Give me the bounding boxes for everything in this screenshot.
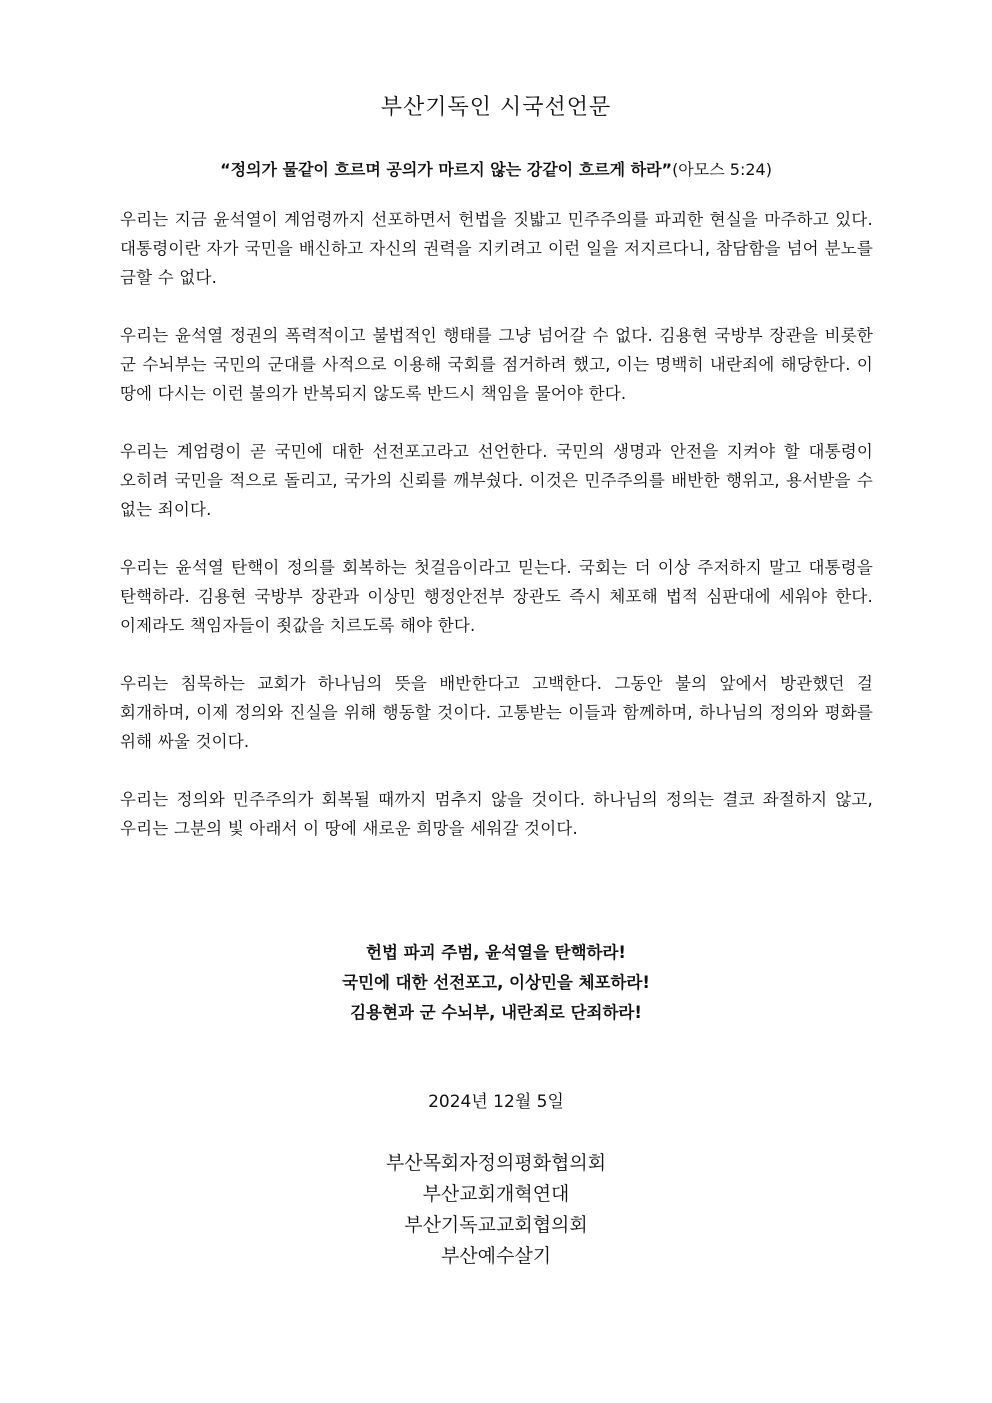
paragraph-4: 우리는 윤석열 탄핵이 정의를 회복하는 첫걸음이라고 믿는다. 국회는 더 이상 주저하지 말고 대통령을 탄핵하라. 김용현 국방부 장관과 이상민 행정안전부 장관도 즉시 체포해 법적 심판대에 세워야 한다. 이제라도 책임자들이 죗값을 치르도록 해야 한다. bbox=[120, 558, 873, 635]
slogans bbox=[0, 938, 992, 1028]
slogan-3: 김용현과 군 수뇌부, 내란죄로 단죄하라! bbox=[350, 1003, 642, 1022]
paragraph-1: 우리는 지금 윤석열이 계엄령까지 선포하면서 헌법을 짓밟고 민주주의를 파괴한 현실을 마주하고 있다. 대통령이란 자가 국민을 배신하고 자신의 권력을 지키려고 이런 일을 저지르다니, 참담함을 넘어 분노를 금할 수 없다. bbox=[120, 210, 873, 287]
slogan-2: 국민에 대한 선전포고, 이상민을 체포하라! bbox=[342, 973, 650, 992]
declaration-date: 2024년 12월 5일 bbox=[428, 1092, 564, 1112]
signatories bbox=[0, 1148, 992, 1272]
document-title: 부산기독인 시국선언문 bbox=[380, 95, 612, 120]
signatory-3: 부산기독교교회협의회 bbox=[404, 1214, 588, 1236]
epigraph bbox=[0, 157, 992, 180]
signatory-1: 부산목회자정의평화협의회 bbox=[385, 1152, 607, 1174]
paragraph-2: 우리는 윤석열 정권의 폭력적이고 불법적인 행태를 그냥 넘어갈 수 없다. 김용현 국방부 장관을 비롯한 군 수뇌부는 국민의 군대를 사적으로 이용해 국회를 점거하려 했고, 이는 명백히 내란죄에 해당한다. 이 땅에 다시는 이런 불의가 반복되지 않도록 반드시 책임을 물어야 한다. bbox=[120, 326, 873, 403]
signatory-2: 부산교회개혁연대 bbox=[422, 1183, 570, 1205]
slogan-1: 헌법 파괴 주범, 윤석열을 탄핵하라! bbox=[366, 943, 626, 962]
epigraph-quote: “정의가 물같이 흐르며 공의가 마르지 않는 강같이 흐르게 하라” bbox=[220, 160, 673, 179]
signatory-4: 부산예수살기 bbox=[440, 1245, 552, 1267]
epigraph-source: (아모스 5:24) bbox=[672, 160, 772, 179]
paragraph-5: 우리는 침묵하는 교회가 하나님의 뜻을 배반한다고 고백한다. 그동안 불의 앞에서 방관했던 걸 회개하며, 이제 정의와 진실을 위해 행동할 것이다. 고통받는 이들과 함께하며, 하나님의 정의와 평화를 위해 싸울 것이다. bbox=[120, 674, 873, 751]
declaration-body bbox=[120, 205, 873, 872]
paragraph-3: 우리는 계엄령이 곧 국민에 대한 선전포고라고 선언한다. 국민의 생명과 안전을 지켜야 할 대통령이 오히려 국민을 적으로 돌리고, 국가의 신뢰를 깨부쉈다. 이것은 민주주의를 배반한 행위고, 용서받을 수 없는 죄이다. bbox=[120, 442, 873, 519]
paragraph-6: 우리는 정의와 민주주의가 회복될 때까지 멈추지 않을 것이다. 하나님의 정의는 결코 좌절하지 않고, 우리는 그분의 빛 아래서 이 땅에 새로운 희망을 세워갈 것이다. bbox=[120, 790, 873, 838]
